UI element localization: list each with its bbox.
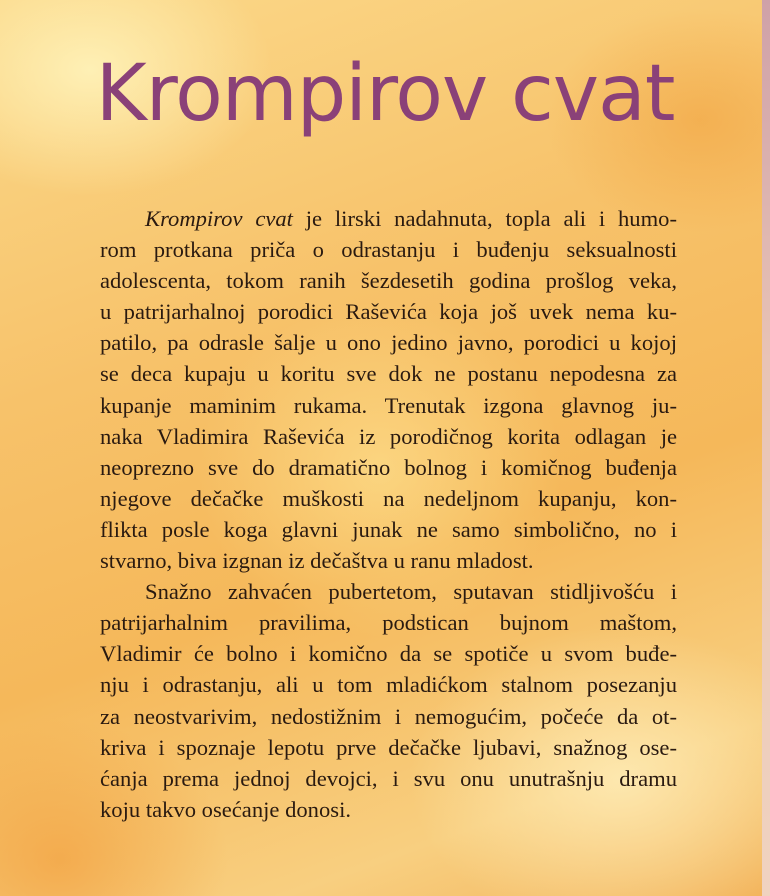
blurb-line: patrijarhalnim pravilima, podstican bujnom maštom, <box>100 610 677 636</box>
blurb-line: Snažno zahvaćen pubertetom, sputavan stidljivošću i <box>145 579 677 605</box>
blurb-paragraph-1 <box>100 203 677 576</box>
blurb-line: njegove dečačke muškosti na nedeljnom kupanju, kon- <box>100 485 677 511</box>
blurb-line: u patrijarhalnoj porodici Raševića koja još uvek nema ku- <box>100 299 677 325</box>
blurb-line: se deca kupaju u koritu sve dok ne postanu nepodesna za <box>100 361 677 387</box>
blurb-line: naka Vladimira Raševića iz porodičnog korita odlagan je <box>100 423 677 449</box>
blurb-line: stvarno, biva izgnan iz dečaštva u ranu mladost. <box>100 548 534 574</box>
book-blurb <box>100 203 677 825</box>
blurb-title-italic: Krompirov cvat <box>145 206 293 231</box>
blurb-line: kupanje maminim rukama. Trenutak izgona glavnog ju- <box>100 392 677 418</box>
blurb-line: neoprezno sve do dramatično bolnog i komičnog buđenja <box>100 454 677 480</box>
blurb-line-text: je lirski nadahnuta, topla ali i humo- <box>292 206 677 231</box>
blurb-line: flikta posle koga glavni junak ne samo simbolično, no i <box>100 516 677 542</box>
blurb-line: patilo, pa odrasle šalje u ono jedino javno, porodici u kojoj <box>100 330 677 356</box>
blurb-line: kriva i spoznaje lepotu prve dečačke ljubavi, snažnog ose- <box>100 734 677 760</box>
blurb-line <box>100 203 677 234</box>
blurb-line: koju takvo osećanje donosi. <box>100 796 351 822</box>
blurb-line: rom protkana priča o odrastanju i buđenju seksualnosti <box>100 237 677 263</box>
blurb-line: za neostvarivim, nedostižnim i nemogućim, počeće da ot- <box>100 703 677 729</box>
blurb-line: Vladimir će bolno i komično da se spotiče u svom buđe- <box>100 641 677 667</box>
blurb-line: adolescenta, tokom ranih šezdesetih godina prošlog veka, <box>100 268 677 294</box>
blurb-line: ćanja prema jednoj devojci, i svu onu unutrašnju dramu <box>100 765 677 791</box>
book-title: Krompirov cvat <box>95 49 675 139</box>
blurb-line: nju i odrastanju, ali u tom mladićkom stalnom posezanju <box>100 672 677 698</box>
blurb-paragraph-2 <box>100 576 677 825</box>
